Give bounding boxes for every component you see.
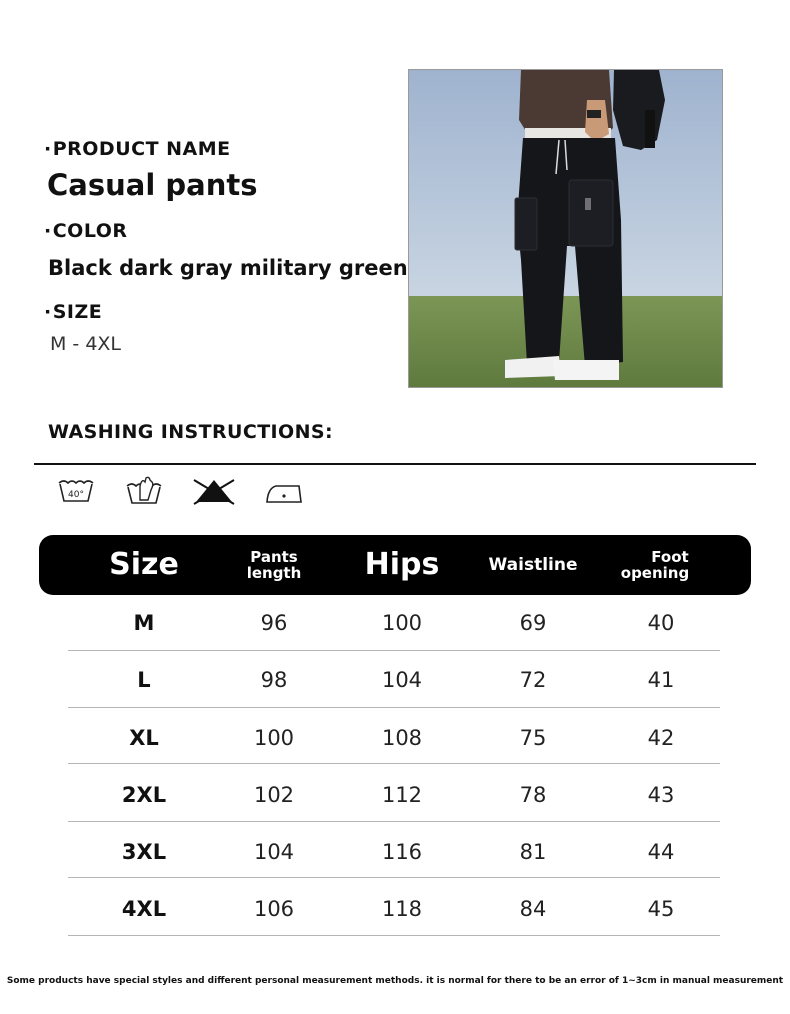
row-divider (68, 707, 720, 708)
cell-pants-length: 98 (260, 667, 288, 692)
no-bleach-icon (190, 474, 238, 508)
table-row (0, 880, 790, 937)
measurement-disclaimer: Some products have special styles and different personal measurement methods. it is normal for there to be an error of 1~3cm in manual measurement (6, 976, 784, 986)
cell-size: 4XL (121, 896, 167, 921)
model-wearing-pants-illustration (409, 70, 722, 387)
wash-40-icon (56, 474, 96, 508)
cell-foot-opening: 40 (647, 610, 675, 635)
header-foot-opening: Foot opening (620, 548, 690, 582)
cell-waistline: 84 (519, 896, 547, 921)
cell-foot-opening: 41 (647, 667, 675, 692)
cell-pants-length: 106 (253, 896, 295, 921)
cell-size: 3XL (121, 839, 167, 864)
washing-instructions-title: WASHING INSTRUCTIONS: (48, 421, 333, 443)
cell-waistline: 75 (519, 725, 547, 750)
table-row (0, 766, 790, 823)
row-divider (68, 877, 720, 878)
product-name-label: ·PRODUCT NAME (44, 138, 231, 160)
table-row (0, 823, 790, 880)
color-label: ·COLOR (44, 220, 128, 242)
section-divider (34, 463, 756, 465)
product-name-value: Casual pants (47, 168, 258, 202)
cell-hips: 112 (381, 782, 423, 807)
cell-pants-length: 96 (260, 610, 288, 635)
cell-foot-opening: 44 (647, 839, 675, 864)
hand-wash-icon (124, 474, 164, 508)
size-label: ·SIZE (44, 301, 103, 323)
table-row (0, 651, 790, 708)
table-row (0, 709, 790, 766)
size-range-value: M - 4XL (50, 333, 122, 355)
cell-pants-length: 102 (253, 782, 295, 807)
color-value: Black dark gray military green (48, 256, 408, 280)
cell-foot-opening: 43 (647, 782, 675, 807)
row-divider (68, 935, 720, 936)
cell-pants-length: 100 (253, 725, 295, 750)
header-pants-length: Pants length (246, 548, 302, 582)
cell-size: M (133, 610, 155, 635)
iron-icon (264, 474, 304, 508)
cell-pants-length: 104 (253, 839, 295, 864)
size-table-header (39, 535, 751, 595)
row-divider (68, 821, 720, 822)
cell-hips: 100 (381, 610, 423, 635)
row-divider (68, 763, 720, 764)
cell-waistline: 72 (519, 667, 547, 692)
cell-hips: 118 (381, 896, 423, 921)
cell-size: L (137, 667, 151, 692)
cell-foot-opening: 42 (647, 725, 675, 750)
cell-hips: 104 (381, 667, 423, 692)
cell-waistline: 81 (519, 839, 547, 864)
cell-hips: 116 (381, 839, 423, 864)
product-photo (408, 69, 723, 388)
table-row (0, 594, 790, 651)
cell-size: XL (129, 725, 159, 750)
size-table-body (0, 594, 790, 939)
header-hips: Hips (364, 547, 440, 582)
wash-temperature-label: 40° (68, 490, 84, 500)
header-size: Size (109, 547, 179, 582)
header-waistline: Waistline (488, 555, 578, 575)
cell-size: 2XL (121, 782, 167, 807)
cell-waistline: 78 (519, 782, 547, 807)
cell-foot-opening: 45 (647, 896, 675, 921)
cell-hips: 108 (381, 725, 423, 750)
cell-waistline: 69 (519, 610, 547, 635)
